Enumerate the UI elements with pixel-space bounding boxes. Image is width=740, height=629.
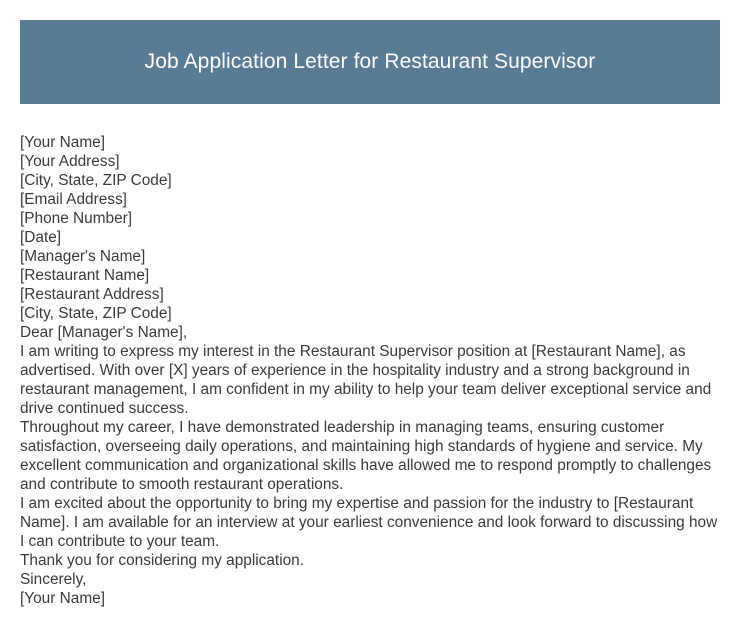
letter-date: [Date] xyxy=(20,229,62,246)
paragraph-interest: I am writing to express my interest in the Restaurant Supervisor position at [Restaurant Name], as advertised. With over [X] years of experience in the hospitality industry and a strong background in restaurant management, I am confident in my ability to help your team deliver exceptional service and drive continued success. xyxy=(20,343,712,417)
sender-phone: [Phone Number] xyxy=(20,210,133,227)
recipient-manager-name: [Manager's Name] xyxy=(20,248,146,265)
paragraph-experience: Throughout my career, I have demonstrated leadership in managing teams, ensuring customer satisfaction, overseeing daily operations, and maintaining high standards of hygiene and service. My excellent communication and organizational skills have allowed me to respond promptly to challenges and contribute to smooth restaurant operations. xyxy=(20,419,712,493)
salutation: Dear [Manager's Name], xyxy=(20,324,188,341)
title-banner xyxy=(20,20,720,104)
sender-address: [Your Address] xyxy=(20,153,120,170)
recipient-restaurant-name: [Restaurant Name] xyxy=(20,267,150,284)
recipient-restaurant-address: [Restaurant Address] xyxy=(20,286,164,303)
page-title: Job Application Letter for Restaurant Supervisor xyxy=(144,50,596,73)
closing: Sincerely, xyxy=(20,571,87,588)
paragraph-thanks: Thank you for considering my application. xyxy=(20,552,305,569)
paragraph-interview: I am excited about the opportunity to bring my expertise and passion for the industry to [Restaurant Name]. I am available for an interview at your earliest convenience and look forward to discussing how I can contribute to your team. xyxy=(20,495,718,550)
sender-city-state-zip: [City, State, ZIP Code] xyxy=(20,172,172,189)
recipient-city-state-zip: [City, State, ZIP Code] xyxy=(20,305,172,322)
letter-body xyxy=(20,133,722,608)
sender-name: [Your Name] xyxy=(20,134,105,151)
signature-name: [Your Name] xyxy=(20,590,105,607)
sender-email: [Email Address] xyxy=(20,191,127,208)
